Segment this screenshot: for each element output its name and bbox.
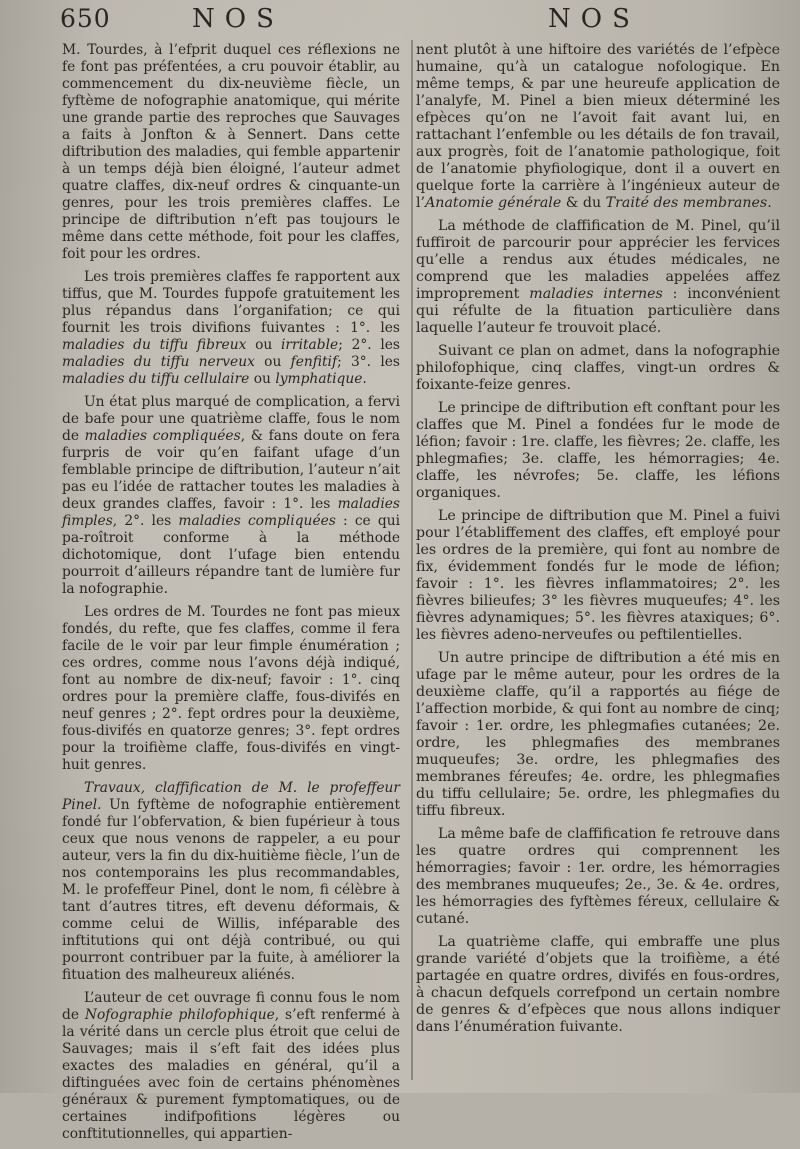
- left-column: [62, 42, 400, 1149]
- running-head-right: NOS: [548, 4, 640, 34]
- paragraph: Suivant ce plan on admet, dans la nofographie philofophique, cinq claffes, vingt-un ordres & foixante-feize genres.: [416, 343, 780, 393]
- paragraph: Le principe de diftribution eft conftant pour les claffes que M. Pinel a fondées fur le mode de léfion; favoir : 1re. claffe, les fièvres; 2e. claffe, les phlegmafies; 3e. claffe, les hémorragies; 4e. claffe, les névrofes; 5e. claffe, les léfions organiques.: [416, 400, 780, 501]
- paragraph: L’auteur de cet ouvrage fi connu fous le nom de Nofographie philofophique, s’eft renfermé à la vérité dans un cercle plus étroit que celui de Sauvages; mais il s’eft fait des idées plus exactes des maladies en général, qu’il a diftinguées avec foin de certains phénomènes généraux & purement fymptomatiques, ou de certaines indifpofitions légères ou conftitutionnelles, qui appartien-: [62, 990, 401, 1142]
- paragraph: La quatrième claffe, qui embraffe une plus grande variété d’objets que la troifième, a été partagée en quatre ordres, divifés en fous-ordres, à chacun defquels correfpond un certain nombre de genres & d’efpèces que nous allons indiquer dans l’énumération fuivante.: [416, 934, 780, 1035]
- paragraph: Un état plus marqué de complication, a fervi de bafe pour une quatrième claffe, fous le nom de maladies compliquées, & fans doute on fera furpris de voir qu’en faifant ufage d’un femblable principe de diftribution, l’auteur n’ait pas eu l’idée de rattacher toutes les maladies à deux grandes claffes, favoir : 1°. les maladies fimples, 2°. les maladies compliquées : ce qui pa-roîtroit conforme à la méthode dichotomique, dont l’ufage bien entendu pourroit d’ailleurs répandre tant de lumière fur la nofographie.: [62, 394, 400, 597]
- right-column: [416, 42, 780, 1042]
- running-head-left: NOS: [192, 4, 284, 34]
- paragraph: Les ordres de M. Tourdes ne font pas mieux fondés, du refte, que fes claffes, comme il fera facile de le voir par leur fimple énumération ; ces ordres, comme nous l’avons déjà indiqué, font au nombre de dix-neuf; favoir : 1°. cinq ordres pour la première claffe, fous-divifés en neuf genres ; 2°. fept ordres pour la deuxième, fous-divifés en quatorze genres; 3°. fept ordres pour la troifième claffe, fous-divifés en vingt-huit genres.: [62, 604, 400, 773]
- page-header: [0, 4, 800, 42]
- paragraph: nent plutôt à une hiftoire des variétés de l’efpèce humaine, qu’à un catalogue nofologique. En même temps, & par une heureufe application de l’analyfe, M. Pinel a bien mieux déterminé les efpèces qu’on ne l’avoit fait avant lui, en rattachant l’enfemble ou les détails de fon travail, aux progrès, foit de l’anatomie pathologique, foit de l’anatomie phyfiologique, dont il a ouvert en quelque forte la carrière à l’ingénieux auteur de l’Anatomie générale & du Traité des membranes.: [416, 42, 780, 211]
- paragraph: La même bafe de claffification fe retrouve dans les quatre ordres qui comprennent les hémorragies; favoir : 1er. ordre, les hémorragies des membranes muqueufes; 2e., 3e. & 4e. ordres, les hémorragies des fyftèmes féreux, cellulaire & cutané.: [416, 826, 780, 927]
- section-paragraph-pinel: Travaux, claffification de M. le profeffeur Pinel. Un fyftème de nofographie entièrement fondé fur l’obfervation, & bien fupérieur à tous ceux que nous venons de rappeler, a eu pour auteur, vers la fin du dix-huitième fiècle, l’un de nos contemporains les plus recommandables, M. le profeffeur Pinel, dont le nom, fi célèbre à tant d’autres titres, eft devenu déformais, & comme celui de Willis, inféparable des inftitutions qui ont déjà contribué, ou qui pourront contribuer par la fuite, à améliorer la fituation des malheureux aliénés.: [62, 780, 400, 983]
- paragraph: M. Tourdes, à l’efprit duquel ces réflexions ne fe font pas préfentées, a cru pouvoir établir, au commencement du dix-neuvième fiècle, un fyftème de nofographie anatomique, qui mérite une grande partie des reproches que Sauvages a faits à Jonfton & à Sennert. Dans cette diftribution des maladies, qui femble appartenir à un temps déjà bien éloigné, l’auteur admet quatre claffes, dix-neuf ordres & cinquante-un genres, pour les trois premières claffes. Le principe de diftribution n’eft pas toujours le même dans cette méthode, foit pour les claffes, foit pour les ordres.: [62, 42, 400, 262]
- paragraph: Un autre principe de diftribution a été mis en ufage par le même auteur, pour les ordres de la deuxième claffe, qu’il a rapportés au fiége de l’affection morbide, & qui font au nombre de cinq; favoir : 1er. ordre, les phlegmafies cutanées; 2e. ordre, les phlegmafies des membranes muqueufes; 3e. ordre, les phlegmafies des membranes féreufes; 4e. ordre, les phlegmafies du tiffu cellulaire; 5e. ordre, les phlegmafies du tiffu fibreux.: [416, 650, 780, 819]
- paragraph: La méthode de claffification de M. Pinel, qu’il fuffiroit de parcourir pour apprécier les fervices qu’elle a rendus aux études médicales, ne comprend que les maladies appelées affez improprement maladies internes : inconvénient qui réfulte de la fituation particulière dans laquelle l’auteur fe trouvoit placé.: [416, 218, 780, 336]
- column-divider: [411, 40, 413, 1080]
- paragraph: Le principe de diftribution que M. Pinel a fuivi pour l’établiffement des claffes, eft employé pour les ordres de la première, qui font au nombre de fix, évidemment fondés fur le mode de léfion; favoir : 1°. les fièvres inflammatoires; 2°. les fièvres bilieufes; 3° les fièvres muqueufes; 4°. les fièvres adynamiques; 5°. les fièvres ataxiques; 6°. les fièvres adeno-nerveufes ou peftilentielles.: [416, 508, 780, 643]
- page-number: 650: [60, 4, 111, 33]
- paragraph: Les trois premières claffes fe rapportent aux tiffus, que M. Tourdes fuppofe gratuitement les plus répandus dans l’organifation; ce qui fournit les trois divifions fuivantes : 1°. les maladies du tiffu fibreux ou irritable; 2°. les maladies du tiffu nerveux ou fenfitif; 3°. les maladies du tiffu cellulaire ou lymphatique.: [62, 269, 401, 387]
- section-heading: Travaux, claffification de M. le profeffeur Pinel.: [62, 780, 400, 813]
